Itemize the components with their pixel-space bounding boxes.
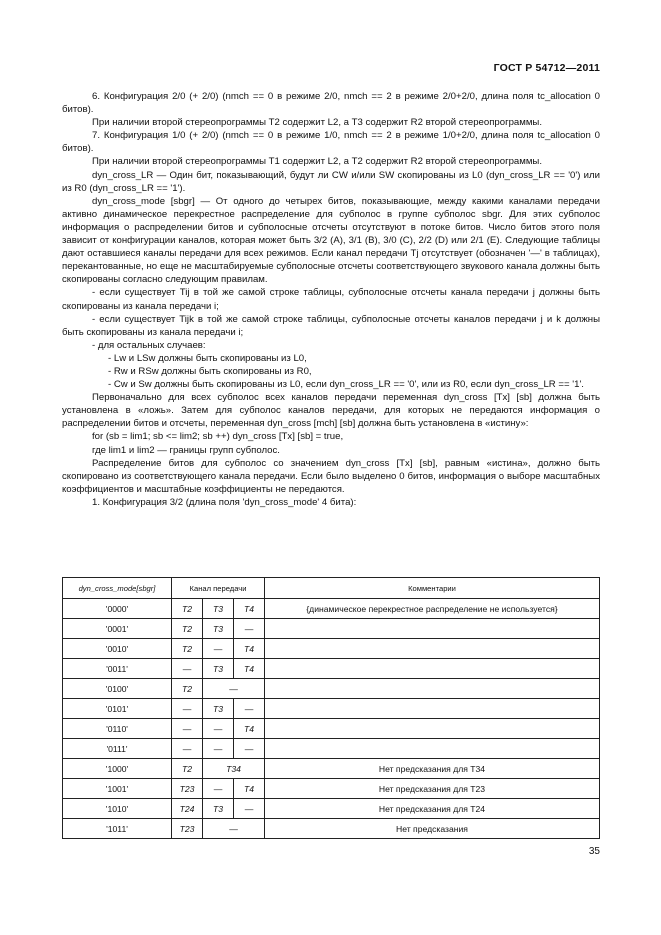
cell-ch1: T23 (172, 779, 203, 799)
cell-ch1: T23 (172, 819, 203, 839)
cell-mode: '0101' (63, 699, 172, 719)
cell-ch1: — (172, 739, 203, 759)
para-lim-def: где lim1 и lim2 — границы групп субполос. (92, 444, 280, 456)
cell-ch1: — (172, 659, 203, 679)
table-row (63, 659, 600, 679)
cell-mode: '1011' (63, 819, 172, 839)
cell-comment (265, 619, 600, 639)
cell-comment (265, 659, 600, 679)
para-bit-alloc: Распределение битов для субполос со значением dyn_cross [Tx] [sb], равным «истина», должно быть скопировано из соответствующего канала передачи. Если было выделено 0 битов, информация о выборе масштабных коэффициентов и масштабные коэффициенты не передаются. (62, 457, 600, 495)
cell-ch3: — (234, 619, 265, 639)
header-mode: dyn_cross_mode[sbgr] (63, 578, 172, 599)
para-code-loop: for (sb = lim1; sb <= lim2; sb ++) dyn_cross [Tx] [sb] = true, (92, 431, 344, 443)
para-rule-rw: - Rw и RSw должны быть скопированы из R0, (108, 365, 312, 377)
cell-comment: Нет предсказания для T24 (265, 799, 600, 819)
cell-ch23: — (203, 679, 265, 699)
cell-ch3: T4 (234, 659, 265, 679)
cell-mode: '1001' (63, 779, 172, 799)
table-row (63, 679, 600, 699)
cell-ch23: — (203, 819, 265, 839)
dyn-cross-mode-table (62, 577, 600, 839)
cell-ch2: T3 (203, 599, 234, 619)
table-row (63, 799, 600, 819)
cell-ch2: — (203, 739, 234, 759)
cell-ch2: T3 (203, 799, 234, 819)
cell-mode: '1010' (63, 799, 172, 819)
cell-ch1: T2 (172, 619, 203, 639)
cell-ch3: — (234, 699, 265, 719)
cell-comment: Нет предсказания для T34 (265, 759, 600, 779)
table-row (63, 719, 600, 739)
table-row (63, 599, 600, 619)
header-comments: Комментарии (265, 578, 600, 599)
cell-comment (265, 739, 600, 759)
header-channels: Канал передачи (172, 578, 265, 599)
cell-ch2: — (203, 639, 234, 659)
page-number: 35 (588, 846, 600, 857)
document-id: ГОСТ Р 54712—2011 (493, 62, 600, 74)
cell-ch1: T2 (172, 599, 203, 619)
cell-comment (265, 719, 600, 739)
cell-ch3: T4 (234, 599, 265, 619)
table-row (63, 639, 600, 659)
table-row (63, 739, 600, 759)
para-config-3-2: 1. Конфигурация 3/2 (длина поля 'dyn_cross_mode' 4 бита): (92, 496, 357, 508)
cell-mode: '1000' (63, 759, 172, 779)
para-config-2-0: 6. Конфигурация 2/0 (+ 2/0) (nmch == 0 в режиме 2/0, nmch == 2 в режиме 2/0+2/0, длина поля tc_allocation 0 битов). (62, 91, 600, 116)
cell-comment: {динамическое перекрестное распределение не используется} (265, 599, 600, 619)
cell-comment (265, 679, 600, 699)
cell-ch1: T2 (172, 679, 203, 699)
para-second-stereo-1: При наличии второй стереопрограммы T2 содержит L2, а T3 содержит R2 второй стереопрограммы. (92, 117, 542, 129)
cell-mode: '0111' (63, 739, 172, 759)
table-row (63, 699, 600, 719)
cell-ch3: — (234, 799, 265, 819)
cell-ch2: — (203, 719, 234, 739)
para-rule-lw: - Lw и LSw должны быть скопированы из L0, (108, 352, 307, 364)
cell-mode: '0100' (63, 679, 172, 699)
para-config-1-0: 7. Конфигурация 1/0 (+ 2/0) (nmch == 0 в режиме 1/0, nmch == 2 в режиме 1/0+2/0, длина поля tc_allocation 0 битов). (62, 130, 600, 155)
para-dyn-cross-mode: dyn_cross_mode [sbgr] — От одного до четырех битов, показывающие, между какими каналами передачи активно динамическое перекрестное распределение для субполос в группе субполос sbgr. Для этих субполос информация о распределении битов и субполосные отсчеты отсутствуют в потоке битов. Число битов этого поля зависит от конфигурации каналов, которая может быть 3/2 (A), 3/1 (B), 3/0 (C), 2/2 (D) или 2/1 (E). Следующие таблицы дают оставшиеся каналы передачи для всех режимов. Если канал передачи Tj отсутствует (обозначен '—' в таблицах), перекантованные, но еще не масштабируемые субполосные отсчеты соответствующего звукового канала должны быть скопированы согласно следующим правилам. (62, 195, 600, 286)
cell-ch1: T24 (172, 799, 203, 819)
cell-ch3: T4 (234, 779, 265, 799)
para-rule-tij: - если существует Tij в той же самой строке таблицы, субполосные отсчеты канала передачи j должны быть скопированы из канала передачи i; (62, 287, 600, 312)
cell-comment (265, 639, 600, 659)
cell-comment (265, 699, 600, 719)
cell-mode: '0000' (63, 599, 172, 619)
cell-ch2: — (203, 779, 234, 799)
para-second-stereo-2: При наличии второй стереопрограммы T1 содержит L2, а T2 содержит R2 второй стереопрограммы. (92, 156, 542, 168)
table-row (63, 779, 600, 799)
cell-ch1: T2 (172, 639, 203, 659)
cell-ch3: — (234, 739, 265, 759)
cell-mode: '0110' (63, 719, 172, 739)
cell-mode: '0010' (63, 639, 172, 659)
para-dyn-cross-lr: dyn_cross_LR — Один бит, показывающий, будут ли CW и/или SW скопированы из L0 (dyn_cross_LR == '0') или из R0 (dyn_cross_LR == '1'). (62, 169, 600, 194)
cell-comment: Нет предсказания для T23 (265, 779, 600, 799)
cell-ch1: — (172, 719, 203, 739)
cell-ch3: T4 (234, 719, 265, 739)
para-rule-other: - для остальных случаев: (92, 339, 206, 351)
cell-ch2: T3 (203, 699, 234, 719)
cell-comment: Нет предсказания (265, 819, 600, 839)
para-initial-false: Первоначально для всех субполос всех каналов передачи переменная dyn_cross [Tx] [sb] должна быть установлена в «ложь». Затем для субполос каналов передачи, для которых не передаются информация о распределении битов и отсчеты, переменная dyn_cross [mch] [sb] должна быть установлена в «истину»: (62, 392, 600, 430)
document-body (62, 90, 600, 509)
cell-ch1: T2 (172, 759, 203, 779)
cell-ch1: — (172, 699, 203, 719)
para-rule-tijk: - если существует Tijk в той же самой строке таблицы, субполосные отсчеты каналов передачи j и k должны быть скопированы из канала передачи i; (62, 313, 600, 338)
table-row (63, 619, 600, 639)
cell-ch2: T3 (203, 659, 234, 679)
cell-ch23: T34 (203, 759, 265, 779)
cell-ch2: T3 (203, 619, 234, 639)
table-row (63, 759, 600, 779)
cell-mode: '0011' (63, 659, 172, 679)
table-header-row (63, 578, 600, 599)
cell-mode: '0001' (63, 619, 172, 639)
para-rule-cw: - Cw и Sw должны быть скопированы из L0, если dyn_cross_LR == '0', или из R0, если dyn_cross_LR == '1'. (108, 379, 584, 391)
cell-ch3: T4 (234, 639, 265, 659)
table-row (63, 819, 600, 839)
